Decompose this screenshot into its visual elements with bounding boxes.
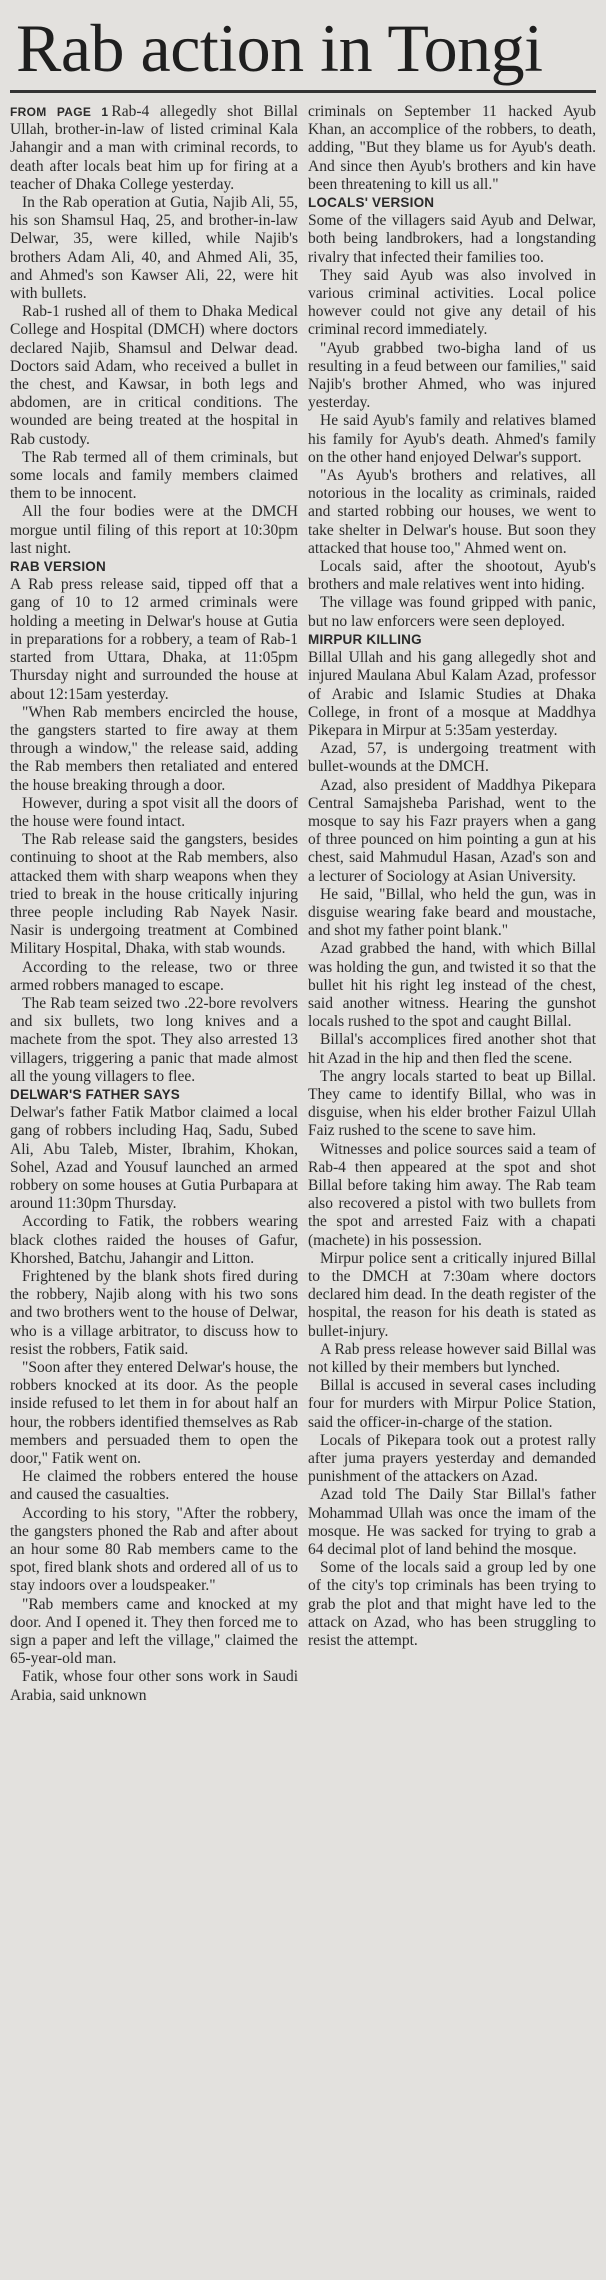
- headline-rule: [10, 90, 596, 93]
- paragraph: In the Rab operation at Gutia, Najib Ali, 55, his son Shamsul Haq, 25, and brother-in-law Delwar, 35, were killed, while Najib's brothers Adam Ali, 40, and Ahmed Ali, 35, and Ahmed's son Kawser Ali, 22, were hit with bullets.: [10, 194, 298, 303]
- paragraph: According to the release, two or three armed robbers managed to escape.: [10, 958, 298, 994]
- paragraph: Billal is accused in several cases including four for murders with Mirpur Police Station, said the officer-in-charge of the station.: [308, 1377, 596, 1431]
- paragraph: The village was found gripped with panic, but no law enforcers were seen deployed.: [308, 594, 596, 630]
- paragraph: He claimed the robbers entered the house and caused the casualties.: [10, 1468, 298, 1504]
- paragraph: "Rab members came and knocked at my door. And I opened it. They then forced me to sign a paper and left the village," claimed the 65-year-old man.: [10, 1595, 298, 1668]
- paragraph: The Rab team seized two .22-bore revolvers and six bullets, two long knives and a machete from the spot. They also arrested 13 villagers, triggering a panic that made almost all the young villagers to flee.: [10, 994, 298, 1085]
- paragraph: Some of the villagers said Ayub and Delwar, both being landbrokers, had a longstanding rivalry that infected their families too.: [308, 212, 596, 266]
- paragraph: Billal Ullah and his gang allegedly shot and injured Maulana Abul Kalam Azad, professor of Arabic and Islamic Studies at Dhaka College, in front of a mosque at Maddhya Pikepara in Mirpur at 5:35am yesterday.: [308, 649, 596, 739]
- paragraph: Some of the locals said a group led by one of the city's top criminals has been trying to grab the plot and that might have led to the attack on Azad, who has been struggling to resist the attempt.: [308, 1559, 596, 1650]
- paragraph: Frightened by the blank shots fired during the robbery, Najib along with his two sons and two brothers went to the house of Delwar, who is a village arbitrator, to discuss how to resist the robbers, Fatik said.: [10, 1268, 298, 1358]
- paragraph: Mirpur police sent a critically injured Billal to the DMCH at 7:30am where doctors declared him dead. In the death register of the hospital, the reason for his death is stated as bullet-injury.: [308, 1249, 596, 1340]
- paragraph: He said, "Billal, who held the gun, was in disguise wearing fake beard and moustache, and shot my father point blank.": [308, 885, 596, 940]
- column-right: [308, 103, 596, 1705]
- paragraph: Witnesses and police sources said a team of Rab-4 then appeared at the spot and shot Billal before taking him away. The Rab team also recovered a pistol with two bullets from the spot and arrested Faiz with a chapati (machete) in his possession.: [308, 1140, 596, 1249]
- paragraph: Delwar's father Fatik Matbor claimed a local gang of robbers including Haq, Sadu, Subed Ali, Abu Taleb, Mister, Ibrahim, Khokan, Sohel, Azad and Yousuf launched an armed robbery on some houses at Gutia Purbapara at around 11:30pm Thursday.: [10, 1104, 298, 1213]
- paragraph: A Rab press release however said Billal was not killed by their members but lynched.: [308, 1340, 596, 1377]
- lead-text: Rab-4 allegedly shot Billal Ullah, brother-in-law of listed criminal Kala Jahangir and a man with criminal records, to death after locals beat him up for firing at a teacher of Dhaka College yesterday.: [10, 103, 298, 193]
- paragraph: "As Ayub's brothers and relatives, all notorious in the locality as criminals, raided and started robbing our houses, we went to take shelter in Delwar's house. But soon they attacked that house too," Ahmed went on.: [308, 467, 596, 557]
- subhead-mirpur-killing: MIRPUR KILLING: [308, 631, 422, 647]
- paragraph: Locals of Pikepara took out a protest rally after juma prayers yesterday and demanded punishment of the attackers on Azad.: [308, 1431, 596, 1486]
- lead-paragraph: [10, 103, 298, 194]
- paragraph: Locals said, after the shootout, Ayub's brothers and male relatives went into hiding.: [308, 558, 596, 594]
- column-left: [10, 103, 298, 1705]
- paragraph: "Ayub grabbed two-bigha land of us resulting in a feud between our families," said Najib's brother Ahmed, who was injured yesterday.: [308, 339, 596, 412]
- paragraph: According to Fatik, the robbers wearing black clothes raided the houses of Gafur, Khorshed, Batchu, Jahangir and Litton.: [10, 1213, 298, 1267]
- paragraph: A Rab press release said, tipped off that a gang of 10 to 12 armed criminals were holding a meeting in Delwar's house at Gutia in preparations for a robbery, a team of Rab-1 started from Uttara, Dhaka, at 11:05pm Thursday night and surrounded the house at about 12:15am yesterday.: [10, 576, 298, 703]
- paragraph: The Rab termed all of them criminals, but some locals and family members claimed them to be innocent.: [10, 448, 298, 503]
- paragraph: Billal's accomplices fired another shot that hit Azad in the hip and then fled the scene.: [308, 1031, 596, 1067]
- headline: Rab action in Tongi: [16, 10, 543, 86]
- paragraph: "When Rab members encircled the house, the gangsters started to fire away at them through a window," the release said, adding the Rab members then retaliated and entered the house breaking through a door.: [10, 703, 298, 794]
- paragraph: "Soon after they entered Delwar's house, the robbers knocked at its door. As the people inside refused to let them in for about half an hour, the robbers identified themselves as Rab members and persuaded them to open the door," Fatik went on.: [10, 1359, 298, 1468]
- paragraph: Rab-1 rushed all of them to Dhaka Medical College and Hospital (DMCH) where doctors declared Najib, Shamsul and Delwar dead. Doctors said Adam, who received a bullet in the chest, and Kawsar, in both legs and abdomen, are in critical conditions. The wounded are being treated at the hospital in Rab custody.: [10, 303, 298, 448]
- paragraph: Azad told The Daily Star Billal's father Mohammad Ullah was once the imam of the mosque. He was sacked for trying to grab a 64 decimal plot of land behind the mosque.: [308, 1486, 596, 1559]
- paragraph: The Rab release said the gangsters, besides continuing to shoot at the Rab members, also attacked them with sharp weapons when they tried to break in the house critically injuring three people including Rab Nayek Nasir. Nasir is undergoing treatment at Combined Military Hospital, Dhaka, with stab wounds.: [10, 831, 298, 958]
- paragraph: Azad, also president of Maddhya Pikepara Central Samajsheba Parishad, went to the mosque to say his Fazr prayers when a gang of three pounced on him pointing a gun at his chest, said Mahmudul Hasan, Azad's son and a lecturer of Sociology at Asian University.: [308, 776, 596, 885]
- kicker: FROM PAGE 1: [10, 105, 109, 119]
- paragraph: Fatik, whose four other sons work in Saudi Arabia, said unknown: [10, 1668, 298, 1704]
- paragraph: He said Ayub's family and relatives blamed his family for Ayub's death. Ahmed's family on the other hand enjoyed Delwar's support.: [308, 412, 596, 466]
- subhead-rab-version: RAB VERSION: [10, 559, 106, 575]
- paragraph: According to his story, "After the robbery, the gangsters phoned the Rab and after about an hour some 80 Rab members came to the spot, fired blank shots and ordered all of us to stay indoors over a loudspeaker.": [10, 1504, 298, 1595]
- subhead-locals-version: LOCALS' VERSION: [308, 195, 435, 211]
- paragraph: criminals on September 11 hacked Ayub Khan, an accomplice of the robbers, to death, adding, "But they blame us for Ayub's death. And since then Ayub's brothers and kin have been threatening to kill us all.": [308, 103, 596, 193]
- paragraph: Azad grabbed the hand, with which Billal was holding the gun, and twisted it so that the bullet hit his right leg instead of the chest, said another witness. Hearing the gunshot locals rushed to the spot and caught Billal.: [308, 940, 596, 1031]
- paragraph: Azad, 57, is undergoing treatment with bullet-wounds at the DMCH.: [308, 740, 596, 776]
- paragraph: They said Ayub was also involved in various criminal activities. Local police however could not give any detail of his criminal record immediately.: [308, 266, 596, 339]
- paragraph: The angry locals started to beat up Billal. They came to identify Billal, who was in disguise, when his elder brother Faizul Ullah Faiz rushed to the scene to save him.: [308, 1067, 596, 1140]
- article-body: [10, 103, 596, 1705]
- paragraph: However, during a spot visit all the doors of the house were found intact.: [10, 794, 298, 830]
- paragraph: All the four bodies were at the DMCH morgue until filing of this report at 10:30pm last night.: [10, 503, 298, 557]
- subhead-delwars-father-says: DELWAR'S FATHER SAYS: [10, 1086, 180, 1102]
